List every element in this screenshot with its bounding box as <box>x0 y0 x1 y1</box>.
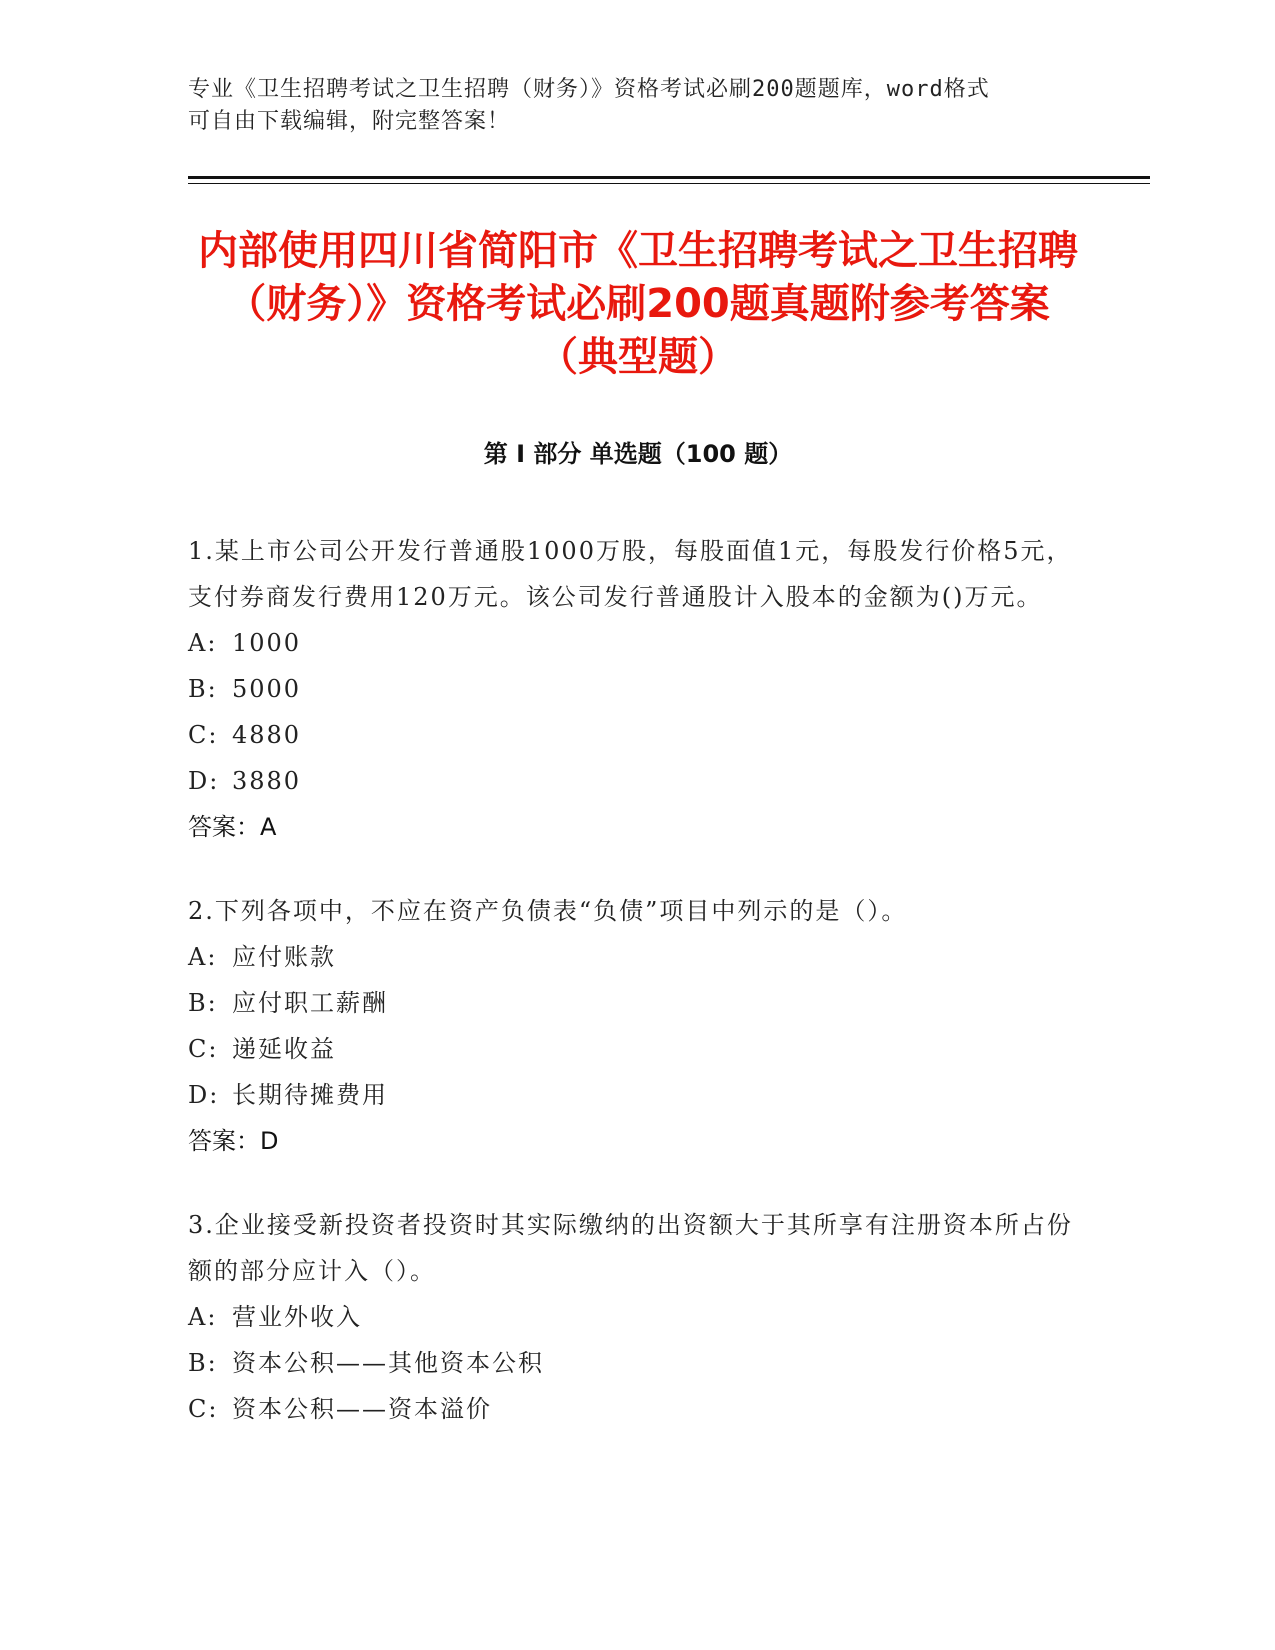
question-option <box>188 934 1088 980</box>
document-title: 内部使用四川省简阳市《卫生招聘考试之卫生招聘（财务）》资格考试必刷200题真题附参考答案（典型题） <box>198 228 1078 380</box>
question-option <box>188 980 1088 1026</box>
answer-line: 答案：A <box>188 813 277 841</box>
option-letter: B: <box>188 675 218 703</box>
option-text: 5000 <box>232 675 302 703</box>
question-item <box>188 888 1088 1164</box>
answer-line: 答案：D <box>188 1127 279 1155</box>
section-title: 第 I 部分 单选题（100 题） <box>483 440 793 468</box>
option-text: 3880 <box>232 767 302 795</box>
option-letter: C: <box>188 721 219 749</box>
option-letter: C: <box>188 1395 219 1423</box>
question-option <box>188 1386 1088 1432</box>
question-stem: 2.下列各项中，不应在资产负债表“负债”项目中列示的是（）。 <box>188 897 908 925</box>
question-option <box>188 1026 1088 1072</box>
option-text: 资本公积——其他资本公积 <box>232 1349 544 1377</box>
question-item <box>188 1202 1088 1432</box>
header-rule-thick <box>188 176 1150 179</box>
question-option <box>188 1072 1088 1118</box>
option-letter: D: <box>188 1081 220 1109</box>
header-note <box>188 74 1088 138</box>
option-text: 4880 <box>232 721 302 749</box>
option-text: 长期待摊费用 <box>232 1081 388 1109</box>
option-text: 应付职工薪酬 <box>232 989 388 1017</box>
question-option <box>188 620 1088 666</box>
option-letter: A: <box>188 629 218 657</box>
question-option <box>188 1340 1088 1386</box>
question-option <box>188 1294 1088 1340</box>
option-text: 营业外收入 <box>232 1303 362 1331</box>
question-option <box>188 758 1088 804</box>
option-letter: B: <box>188 989 218 1017</box>
question-list <box>188 528 1088 1470</box>
option-letter: A: <box>188 943 218 971</box>
option-letter: C: <box>188 1035 219 1063</box>
question-stem: 3.企业接受新投资者投资时其实际缴纳的出资额大于其所享有注册资本所占份额的部分应计入（）。 <box>188 1211 1073 1285</box>
option-text: 1000 <box>232 629 302 657</box>
question-option <box>188 712 1088 758</box>
option-letter: B: <box>188 1349 218 1377</box>
header-rule-thin <box>188 183 1150 184</box>
header-note-line-2: 可自由下载编辑，附完整答案！ <box>188 109 511 134</box>
option-text: 应付账款 <box>232 943 336 971</box>
question-option <box>188 666 1088 712</box>
option-text: 资本公积——资本溢价 <box>232 1395 492 1423</box>
question-item <box>188 528 1088 850</box>
option-letter: D: <box>188 767 220 795</box>
header-note-line-1: 专业《卫生招聘考试之卫生招聘（财务）》资格考试必刷200题题库，word格式 <box>188 77 990 102</box>
question-stem: 1.某上市公司公开发行普通股1000万股，每股面值1元，每股发行价格5元，支付券商发行费用120万元。该公司发行普通股计入股本的金额为()万元。 <box>188 537 1073 611</box>
option-letter: A: <box>188 1303 218 1331</box>
option-text: 递延收益 <box>232 1035 336 1063</box>
